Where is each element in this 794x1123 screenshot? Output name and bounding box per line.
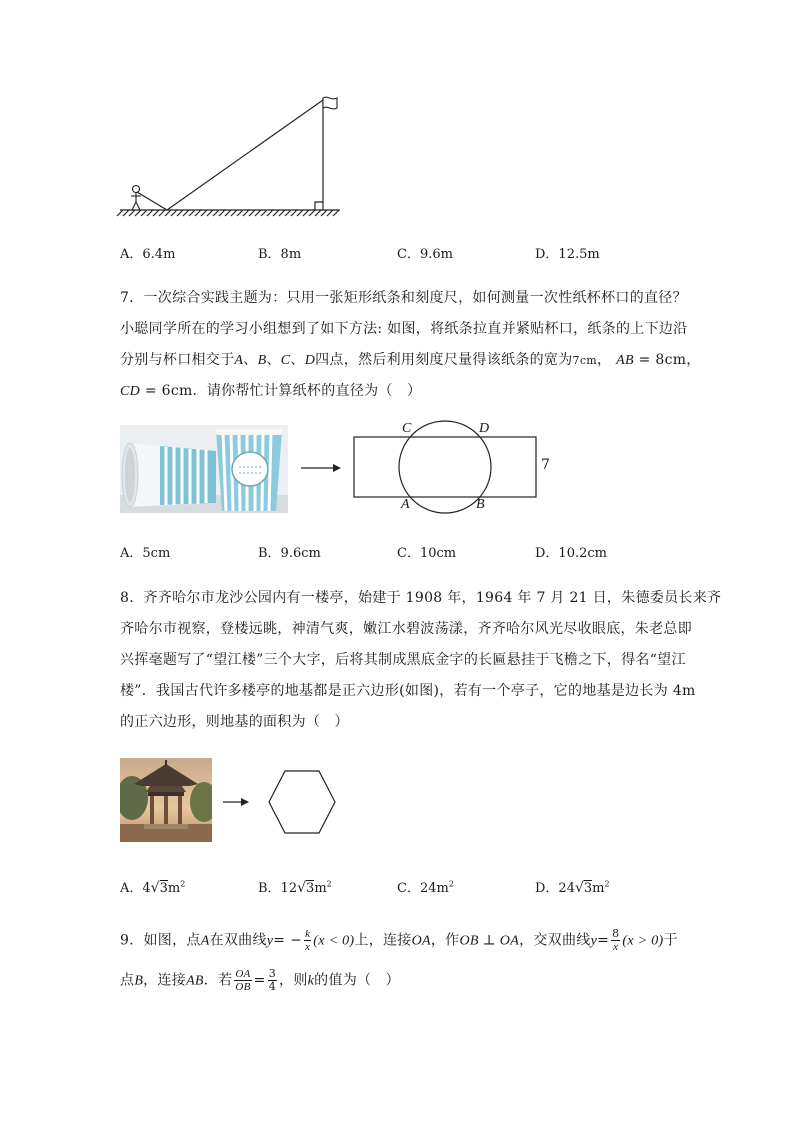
q9-line-2: 点B，连接AB．若 $\frac{OA}{OB}$ = $\frac{3}{4}$ ，则k的值为（ ）	[120, 967, 400, 993]
q8-option-c: C．$24m^2$	[397, 879, 454, 896]
q7-option-c: C．10cm	[397, 546, 457, 561]
q8-line-1: 8．齐齐哈尔市龙沙公园内有一楼亭，始建于 1908 年，1964 年 7 月 21 日，朱德委员长来齐	[120, 590, 722, 606]
q8-line-3: 兴挥毫题写了“望江楼”三个大字，后将其制成黑底金字的长匾悬挂于飞檐之下，得名“望江	[120, 652, 686, 668]
point-label-a: A	[401, 497, 410, 512]
q9-line-1: 9．如图，点A在双曲线y= − $\frac{k}{x}$ (x < 0)上，连接OA，作OB ⊥ OA，交双曲线y= $\frac{8}{x}$ (x > 0)于	[120, 927, 678, 953]
q8-option-d: D．$24√3m^2$	[535, 879, 610, 896]
paper-cups-photo	[120, 425, 288, 513]
q6-option-c: C．9.6m	[397, 247, 453, 262]
q8-line-2: 齐哈尔市视察，登楼远眺，神清气爽，嫩江水碧波荡漾，齐齐哈尔风光尽收眼底，朱老总即	[120, 621, 692, 637]
person-icon	[131, 186, 141, 211]
flag-icon	[323, 97, 337, 109]
point-label-b: B	[476, 497, 485, 512]
q6-option-b: B．8m	[258, 247, 302, 262]
q7-option-d: D．10.2cm	[535, 546, 607, 561]
q7-line-2: 小聪同学所在的学习小组想到了如下方法: 如图，将纸条拉直并紧贴杯口，纸条的上下边沿	[120, 321, 688, 337]
q7-line-4: CD = 6cm．请你帮忙计算纸杯的直径为（ ）	[120, 383, 422, 399]
arrow-right-icon	[221, 796, 251, 808]
flagpole-diagram	[115, 92, 345, 222]
q8-line-4: 楼”．我国古代许多楼亭的地基都是正六边形(如图)，若有一个亭子，它的地基是边长为 4m	[120, 683, 696, 699]
pavilion-photo	[120, 758, 212, 842]
point-label-d: D	[479, 421, 490, 436]
width-label: 7	[541, 457, 550, 473]
q6-option-a: A．6.4m	[120, 247, 176, 262]
q7-option-a: A．5cm	[120, 546, 171, 561]
q8-line-5: 的正六边形，则地基的面积为（ ）	[120, 714, 349, 730]
q7-line-1: 7．一次综合实践主题为：只用一张矩形纸条和刻度尺，如何测量一次性纸杯杯口的直径？	[120, 290, 687, 306]
q7-option-b: B．9.6cm	[258, 546, 321, 561]
q8-option-b: B．$12√3m^2$	[258, 879, 332, 896]
hexagon-diagram	[266, 768, 338, 836]
arrow-right-icon	[299, 462, 343, 474]
point-label-c: C	[402, 421, 412, 436]
q7-line-3: 分别与杯口相交于A、B、C、D四点，然后利用刻度尺量得该纸条的宽为7cm， AB = 8cm，	[120, 352, 701, 368]
q8-option-a: A．$4√3m^2$	[120, 879, 186, 896]
q6-option-d: D．12.5m	[535, 247, 600, 262]
